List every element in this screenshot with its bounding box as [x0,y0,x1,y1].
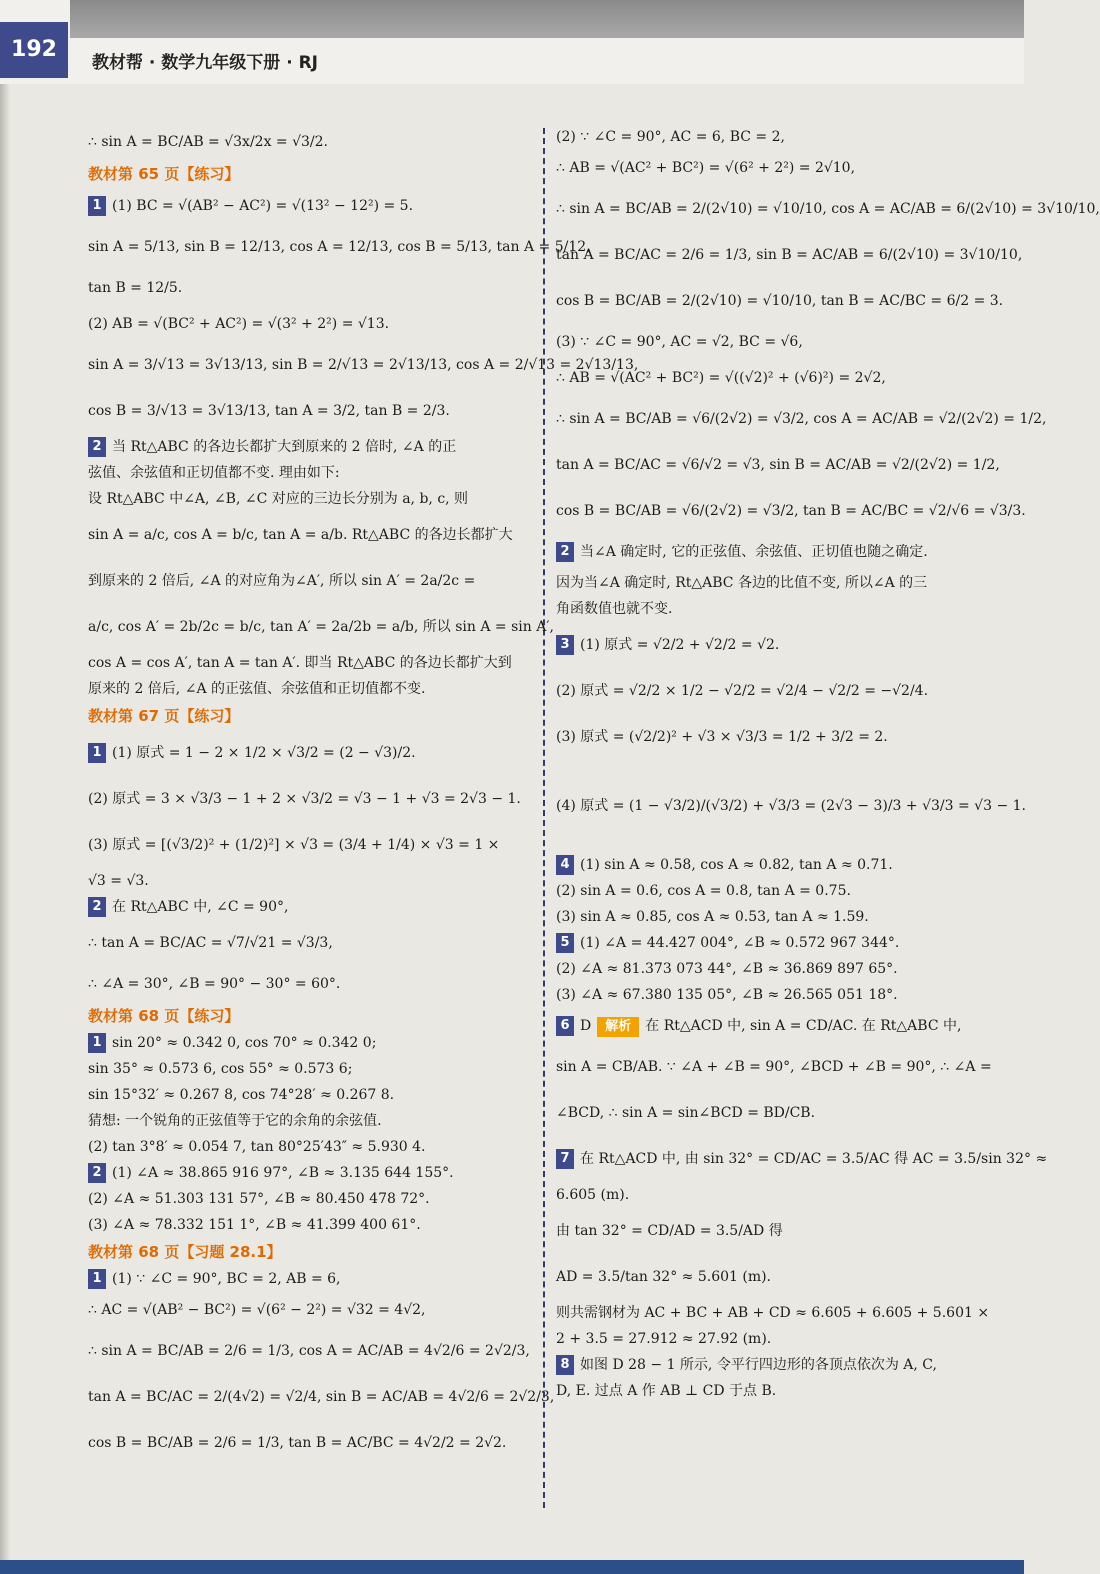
text-line: (3) 原式 = (√2/2)² + √3 × √3/3 = 1/2 + 3/2 = 2. [556,729,888,745]
text-line: cos B = BC/AB = 2/(2√10) = √10/10, tan B = AC/BC = 6/2 = 3. [556,293,1004,309]
question-number: 2 [556,542,574,562]
text-line: tan A = BC/AC = √6/√2 = √3, sin B = AC/AB = √2/(2√2) = 1/2, [556,457,1000,473]
page-binding-shadow [0,84,10,1574]
text-line: 2 + 3.5 = 27.912 ≈ 27.92 (m). [556,1331,772,1347]
answer-line [556,1136,1048,1182]
text-line: (2) ∠A ≈ 81.373 073 44°, ∠B ≈ 36.869 897 65°. [556,961,898,977]
analysis-tag: 解析 [597,1017,639,1037]
answer-line [88,188,538,224]
text-line: (2) 原式 = √2/2 × 1/2 − √2/2 = √2/4 − √2/2 = −√2/4. [556,683,929,699]
text-line: (2) 原式 = 3 × √3/3 − 1 + 2 × √3/2 = √3 − 1 + √3 = 2√3 − 1. [88,791,521,807]
question-number: 6 [556,1016,574,1036]
question-number: 1 [88,196,106,216]
answer-text: (1) ∠A ≈ 38.865 916 97°, ∠B ≈ 3.135 644 155°. [112,1165,454,1181]
right-column [556,124,1100,1404]
text-line: (2) sin A = 0.6, cos A = 0.8, tan A = 0.75. [556,883,851,899]
text-line: ∴ AB = √(AC² + BC²) = √(6² + 2²) = 2√10, [556,160,856,176]
text-line: 猜想: 一个锐角的正弦值等于它的余角的余弦值. [88,1113,382,1129]
answer-text: (1) BC = √(AB² − AC²) = √(13² − 12²) = 5. [112,198,414,214]
text-line: sin 35° ≈ 0.573 6, cos 55° ≈ 0.573 6; [88,1061,353,1077]
text-line: (3) ∵ ∠C = 90°, AC = √2, BC = √6, [556,334,803,350]
text-line: (3) 原式 = [(√3/2)² + (1/2)²] × √3 = (3/4 + 1/4) × √3 = 1 × [88,837,500,853]
question-number: 4 [556,855,574,875]
text-line: ∴ sin A = BC/AB = 2/(2√10) = √10/10, cos A = AC/AB = 6/(2√10) = 3√10/10, [556,201,1100,217]
answer-line [556,534,1002,570]
bottom-edge [0,1560,1024,1574]
question-number: 7 [556,1149,574,1169]
answer-text: sin 20° ≈ 0.342 0, cos 70° ≈ 0.342 0; [112,1035,377,1051]
answer-line [556,1352,1002,1378]
text-line: √3 = √3. [88,873,149,889]
answer-line [88,894,538,920]
text-line: sin A = CB/AB. ∵ ∠A + ∠B = 90°, ∠BCD + ∠B = 90°, ∴ ∠A = [556,1059,992,1075]
section-heading: 教材第 68 页【练习】 [88,1007,240,1025]
text-line: cos A = cos A′, tan A = tan A′. 即当 Rt△ABC 的各边长都扩大到 [88,655,512,671]
text-line: tan A = BC/AC = 2/(4√2) = √2/4, sin B = AC/AB = 4√2/6 = 2√2/3, [88,1389,555,1405]
text-line: AD = 3.5/tan 32° ≈ 5.601 (m). [556,1269,772,1285]
text-line: 到原来的 2 倍后, ∠A 的对应角为∠A′, 所以 sin A′ = 2a/2c = [88,573,476,589]
question-number: 1 [88,743,106,763]
answer-line [88,434,538,460]
text-line: 角函数值也就不变. [556,601,673,617]
text-line: ∴ sin A = BC/AB = √3x/2x = √3/2. [88,134,329,150]
question-number: 2 [88,897,106,917]
text-line: 则共需钢材为 AC + BC + AB + CD ≈ 6.605 + 6.605 + 5.601 × [556,1305,990,1321]
text-line: ∴ sin A = BC/AB = 2/6 = 1/3, cos A = AC/AB = 4√2/6 = 2√2/3, [88,1343,530,1359]
answer-text: 如图 D 28 − 1 所示, 令平行四边形的各顶点依次为 A, C, [580,1357,937,1373]
text-line: ∠BCD, ∴ sin A = sin∠BCD = BD/CB. [556,1105,816,1121]
text-line: (3) ∠A ≈ 78.332 151 1°, ∠B ≈ 41.399 400 61°. [88,1217,421,1233]
text-line: a/c, cos A′ = 2b/2c = b/c, tan A′ = 2a/2b = a/b, 所以 sin A = sin A′, [88,619,554,635]
text-line: cos B = 3/√13 = 3√13/13, tan A = 3/2, tan B = 2/3. [88,403,450,419]
page-header [0,0,1024,84]
question-number: 2 [88,1163,106,1183]
text-line: sin A = 5/13, sin B = 12/13, cos A = 12/13, cos B = 5/13, tan A = 5/12, [88,239,591,255]
text-line: (3) ∠A ≈ 67.380 135 05°, ∠B ≈ 26.565 051 18°. [556,987,898,1003]
text-line: sin A = a/c, cos A = b/c, tan A = a/b. Rt△ABC 的各边长都扩大 [88,527,513,543]
column-divider [543,128,545,1508]
question-number: 8 [556,1355,574,1375]
answer-text: 在 Rt△ABC 中, ∠C = 90°, [112,899,289,915]
question-number: 1 [88,1269,106,1289]
answer-line [556,930,1002,956]
answer-text: 在 Rt△ACD 中, 由 sin 32° = CD/AC = 3.5/AC 得 AC = 3.5/sin 32° ≈ [580,1151,1048,1167]
text-line: cos B = BC/AB = √6/(2√2) = √3/2, tan B = AC/BC = √2/√6 = √3/3. [556,503,1026,519]
text-line: 设 Rt△ABC 中∠A, ∠B, ∠C 对应的三边长分别为 a, b, c, 则 [88,491,469,507]
answer-text: (1) ∠A = 44.427 004°, ∠B ≈ 0.572 967 344°. [580,935,900,951]
answer-text: (1) 原式 = 1 − 2 × 1/2 × √3/2 = (2 − √3)/2. [112,745,416,761]
book-title: 教材帮 · 数学九年级下册 · RJ [92,53,319,73]
question-number: 2 [88,437,106,457]
text-line: ∴ sin A = BC/AB = √6/(2√2) = √3/2, cos A = AC/AB = √2/(2√2) = 1/2, [556,411,1047,427]
answer-line [88,1160,538,1186]
text-line: ∴ tan A = BC/AC = √7/√21 = √3/3, [88,935,333,951]
answer-line [88,1030,538,1056]
text-line: (3) sin A ≈ 0.85, cos A ≈ 0.53, tan A ≈ 1.59. [556,909,869,925]
text-line: tan B = 12/5. [88,280,183,296]
text-line: D, E. 过点 A 作 AB ⊥ CD 于点 B. [556,1383,777,1399]
answer-line [88,730,538,776]
text-line: (2) tan 3°8′ ≈ 0.054 7, tan 80°25′43″ ≈ 5.930 4. [88,1139,426,1155]
section-heading: 教材第 68 页【习题 28.1】 [88,1243,282,1261]
answer-text: 当∠A 确定时, 它的正弦值、余弦值、正切值也随之确定. [580,544,928,560]
text-line: 6.605 (m). [556,1187,630,1203]
answer-choice: D [580,1018,592,1034]
text-line: ∴ ∠A = 30°, ∠B = 90° − 30° = 60°. [88,976,341,992]
text-line: 弦值、余弦值和正切值都不变. 理由如下: [88,465,340,481]
section-heading: 教材第 67 页【练习】 [88,707,240,725]
page-number: 192 [0,22,68,78]
answer-text: (1) sin A ≈ 0.58, cos A ≈ 0.82, tan A ≈ 0.71. [580,857,893,873]
question-number: 3 [556,635,574,655]
answer-line [556,852,1002,878]
text-line: (2) AB = √(BC² + AC²) = √(3² + 2²) = √13. [88,316,390,332]
text-line: 原来的 2 倍后, ∠A 的正弦值、余弦值和正切值都不变. [88,681,426,697]
header-band [70,0,1024,38]
answer-text: (1) ∵ ∠C = 90°, BC = 2, AB = 6, [112,1271,341,1287]
text-line: (2) ∠A ≈ 51.303 131 57°, ∠B ≈ 80.450 478 72°. [88,1191,430,1207]
answer-text: (1) 原式 = √2/2 + √2/2 = √2. [580,637,780,653]
text-line: cos B = BC/AB = 2/6 = 1/3, tan B = AC/BC = 4√2/2 = 2√2. [88,1435,507,1451]
text-line: 由 tan 32° = CD/AD = 3.5/AD 得 [556,1223,783,1239]
text-line: ∴ AB = √(AC² + BC²) = √((√2)² + (√6)²) = 2√2, [556,370,886,386]
answer-line [556,1008,1002,1044]
answer-text: 当 Rt△ABC 的各边长都扩大到原来的 2 倍时, ∠A 的正 [112,439,457,455]
answer-line [88,1266,538,1292]
text-line: sin 15°32′ ≈ 0.267 8, cos 74°28′ ≈ 0.267 8. [88,1087,395,1103]
question-number: 5 [556,933,574,953]
question-number: 1 [88,1033,106,1053]
text-line: 因为当∠A 确定时, Rt△ABC 各边的比值不变, 所以∠A 的三 [556,575,928,591]
text-line: ∴ AC = √(AB² − BC²) = √(6² − 2²) = √32 = 4√2, [88,1302,426,1318]
section-heading: 教材第 65 页【练习】 [88,165,240,183]
answer-text: 在 Rt△ACD 中, sin A = CD/AC. 在 Rt△ABC 中, [645,1018,962,1034]
text-line: (4) 原式 = (1 − √3/2)/(√3/2) + √3/3 = (2√3 − 3)/3 + √3/3 = √3 − 1. [556,798,1026,814]
answer-line [556,622,1002,668]
text-line: tan A = BC/AC = 2/6 = 1/3, sin B = AC/AB = 6/(2√10) = 3√10/10, [556,247,1023,263]
text-line: (2) ∵ ∠C = 90°, AC = 6, BC = 2, [556,129,785,145]
text-line: sin A = 3/√13 = 3√13/13, sin B = 2/√13 = 2√13/13, cos A = 2/√13 = 2√13/13, [88,357,639,373]
